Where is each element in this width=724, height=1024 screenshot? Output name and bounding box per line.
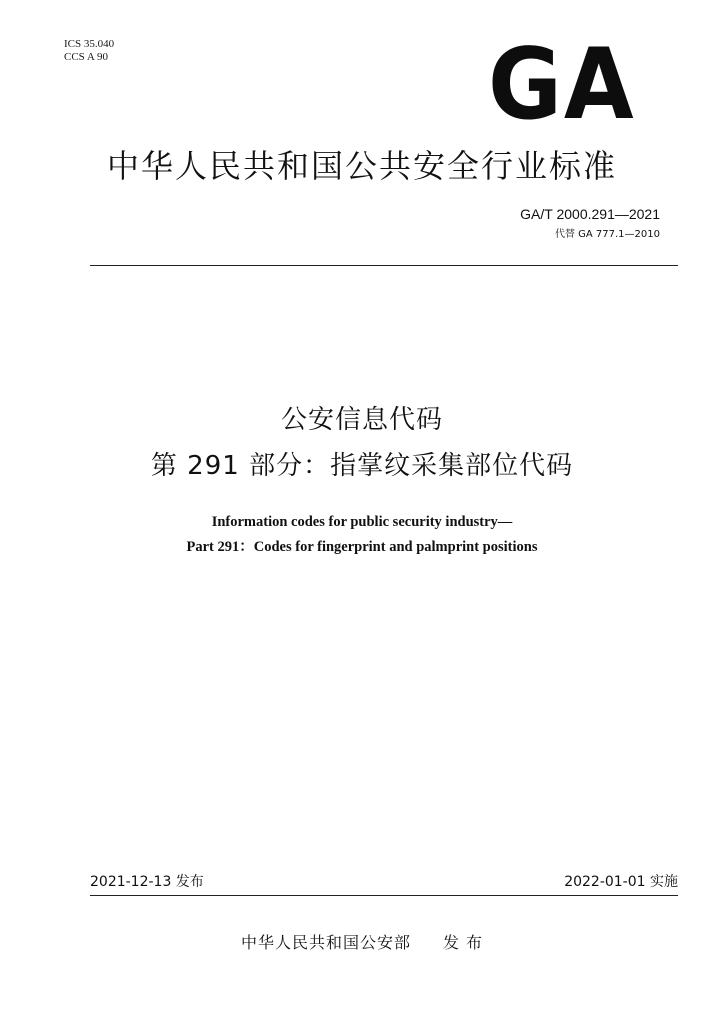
ga-logo: GA xyxy=(488,28,636,142)
footer-divider xyxy=(90,895,678,896)
issuer-name: 中华人民共和国公安部 xyxy=(240,933,411,952)
standard-number: GA/T 2000.291—2021 xyxy=(520,206,660,222)
ccs-code: CCS A 90 xyxy=(64,51,109,63)
classification-codes xyxy=(64,38,114,64)
issuer-action: 发 布 xyxy=(442,933,484,952)
header-divider xyxy=(90,265,678,266)
replaces-standard: 代替 GA 777.1—2010 xyxy=(554,229,660,240)
title-en-line1: Information codes for public security industry— xyxy=(211,514,513,530)
title-zh-line2: 第 291 部分：指掌纹采集部位代码 xyxy=(150,451,574,481)
title-zh-line1: 公安信息代码 xyxy=(280,405,443,435)
title-en-line2: Part 291：Codes for fingerprint and palmprint positions xyxy=(186,539,538,555)
issuer-line xyxy=(0,932,724,954)
ics-code: ICS 35.040 xyxy=(64,38,115,50)
standard-category-title: 中华人民共和国公共安全行业标准 xyxy=(106,147,617,185)
effective-date: 2022-01-01 实施 xyxy=(564,874,678,890)
issue-date: 2021-12-13 发布 xyxy=(90,874,204,890)
